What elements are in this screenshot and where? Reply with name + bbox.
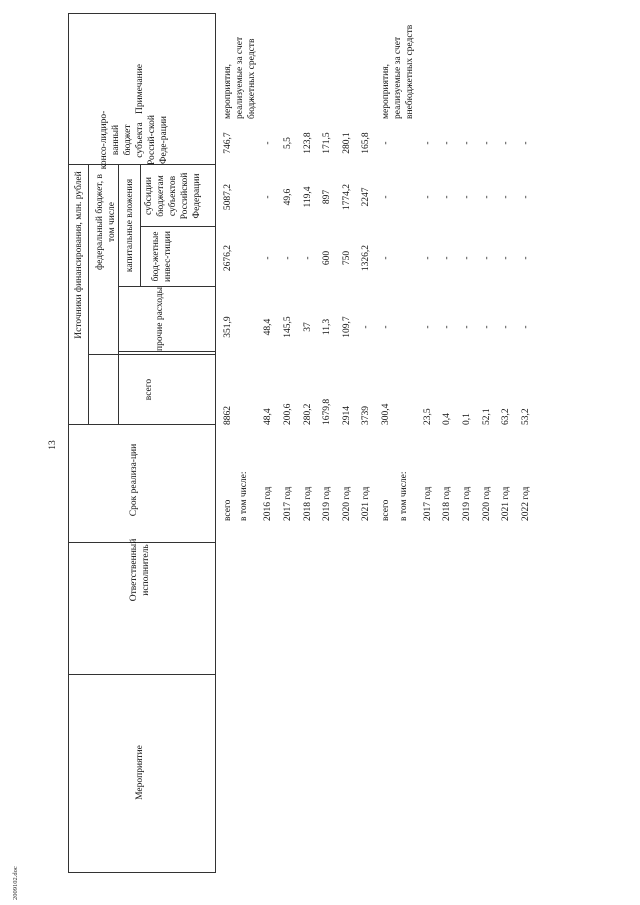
cell-subsidies: 49,6 xyxy=(283,188,293,206)
cell-period: 2021 год xyxy=(501,486,511,521)
cell-consolidated: - xyxy=(501,141,511,145)
header-note: Примечание xyxy=(135,63,145,115)
header-consolidated: консо-лидиро-ванный бюджет субъекта Россий-ской Феде-рации xyxy=(99,110,169,170)
cell-total: 23,5 xyxy=(423,408,433,425)
cell-budget-inv: 600 xyxy=(322,250,332,266)
cell-total: 0,4 xyxy=(442,413,452,425)
cell-period: 2022 год xyxy=(521,486,531,521)
cell-other: 145,5 xyxy=(283,316,293,338)
cell-budget-inv: - xyxy=(381,256,391,260)
cell-period: 2018 год xyxy=(303,486,313,521)
cell-period: 2018 год xyxy=(442,486,452,521)
cell-total: 0,1 xyxy=(462,413,472,425)
cell-budget-inv: - xyxy=(482,256,492,260)
cell-other: - xyxy=(361,325,371,329)
cell-consolidated: - xyxy=(263,141,273,145)
grid-joint xyxy=(88,354,89,355)
cell-other: 37 xyxy=(303,322,313,332)
cell-total: 63,2 xyxy=(501,408,511,425)
cell-period: 2017 год xyxy=(423,486,433,521)
cell-period: в том числе: xyxy=(239,471,249,521)
cell-total: 280,2 xyxy=(303,403,313,425)
header-total: всего xyxy=(144,378,154,401)
cell-budget-inv: 2676,2 xyxy=(223,244,233,272)
cell-period: в том числе: xyxy=(399,471,409,521)
header-period: Срок реализа-ции xyxy=(129,443,139,517)
cell-total: 52,1 xyxy=(482,408,492,425)
cell-budget-inv: - xyxy=(423,256,433,260)
cell-budget-inv: - xyxy=(303,256,313,260)
cell-subsidies: - xyxy=(521,195,531,199)
cell-budget-inv: 750 xyxy=(342,250,352,266)
cell-subsidies: - xyxy=(462,195,472,199)
doc-id-text: 2009102.doc xyxy=(12,866,19,900)
cell-budget-inv: 1326,2 xyxy=(361,244,371,272)
cell-consolidated: - xyxy=(521,141,531,145)
cell-other: - xyxy=(442,325,452,329)
document-id xyxy=(7,848,21,900)
cell-subsidies: 897 xyxy=(322,189,332,205)
cell-period: всего xyxy=(381,499,391,521)
table-left-border xyxy=(68,13,69,873)
cell-subsidies: 119,4 xyxy=(303,186,313,208)
cell-consolidated: - xyxy=(482,141,492,145)
cell-other: 109,7 xyxy=(342,316,352,338)
cell-subsidies: - xyxy=(423,195,433,199)
cell-budget-inv: - xyxy=(283,256,293,260)
cell-subsidies: - xyxy=(263,195,273,199)
cell-consolidated: 746,7 xyxy=(223,132,233,154)
cell-subsidies: - xyxy=(381,195,391,199)
cell-other: - xyxy=(521,325,531,329)
cell-total: 8862 xyxy=(223,406,233,425)
cell-budget-inv: - xyxy=(442,256,452,260)
cell-consolidated: 123,8 xyxy=(303,132,313,154)
cell-subsidies: - xyxy=(501,195,511,199)
cell-subsidies: 2247 xyxy=(361,187,371,207)
cell-consolidated: - xyxy=(423,141,433,145)
cell-other: - xyxy=(381,325,391,329)
header-other: прочие расходы xyxy=(155,287,165,351)
cell-note: мероприятия, реализуемые за счет бюджетных средств xyxy=(223,36,257,119)
cell-period: 2017 год xyxy=(283,486,293,521)
cell-period: 2021 год xyxy=(361,486,371,521)
cell-other: - xyxy=(462,325,472,329)
cell-consolidated: - xyxy=(381,141,391,145)
header-executor: Ответственный исполнитель xyxy=(129,538,151,602)
cell-subsidies: 1774,2 xyxy=(342,183,352,211)
cell-total: 200,6 xyxy=(283,403,293,425)
cell-subsidies: 5087,2 xyxy=(223,183,233,211)
cell-period: 2016 год xyxy=(263,486,273,521)
cell-total: 2914 xyxy=(342,406,352,425)
page-number: 13 xyxy=(48,440,58,450)
cell-consolidated: 171,5 xyxy=(322,132,332,154)
cell-budget-inv: - xyxy=(462,256,472,260)
cell-consolidated: 280,1 xyxy=(342,132,352,154)
column-divider xyxy=(68,424,216,425)
cell-subsidies: - xyxy=(442,195,452,199)
cell-period: 2019 год xyxy=(462,486,472,521)
sources-divider xyxy=(88,165,89,424)
cell-consolidated: - xyxy=(462,141,472,145)
header-subsidies: субсидии бюджетам субъектов Российской Федерации xyxy=(144,172,202,220)
cell-total: 300,4 xyxy=(381,403,391,425)
cell-other: 351,9 xyxy=(223,316,233,338)
cell-other: - xyxy=(482,325,492,329)
column-divider xyxy=(118,351,216,352)
cell-note: мероприятия, реализуемые за счет внебюджетных средств xyxy=(381,24,415,119)
cell-other: - xyxy=(423,325,433,329)
table-header-divider xyxy=(215,13,216,873)
column-divider xyxy=(68,674,216,675)
cell-period: 2020 год xyxy=(342,486,352,521)
table-bottom-border xyxy=(68,872,216,873)
header-fed-budget: федеральный бюджет, в том числе xyxy=(95,174,117,270)
cell-consolidated: 5,5 xyxy=(283,137,293,149)
cell-consolidated: - xyxy=(442,141,452,145)
cell-total: 53,2 xyxy=(521,408,531,425)
cell-budget-inv: - xyxy=(501,256,511,260)
cell-budget-inv: - xyxy=(263,256,273,260)
cell-period: всего xyxy=(223,499,233,521)
column-divider xyxy=(118,286,216,287)
cell-consolidated: 165,8 xyxy=(361,132,371,154)
fed-budget-divider xyxy=(118,165,119,424)
cell-total: 3739 xyxy=(361,406,371,425)
cell-other: 48,4 xyxy=(263,318,273,336)
header-capital: капитальные вложения xyxy=(125,178,135,273)
cell-other: 11,3 xyxy=(322,318,332,336)
cell-subsidies: - xyxy=(482,195,492,199)
cell-total: 48,4 xyxy=(263,408,273,425)
cell-period: 2019 год xyxy=(322,486,332,521)
column-divider xyxy=(140,226,216,227)
header-budget-inv: бюд-жетные инвес-тиции xyxy=(151,231,173,282)
header-activity: Мероприятие xyxy=(135,745,145,800)
cell-period: 2020 год xyxy=(482,486,492,521)
cell-budget-inv: - xyxy=(521,256,531,260)
cell-total: 1679,8 xyxy=(322,398,332,425)
cell-other: - xyxy=(501,325,511,329)
header-sources: Источники финансирования, млн. рублей xyxy=(74,171,84,339)
